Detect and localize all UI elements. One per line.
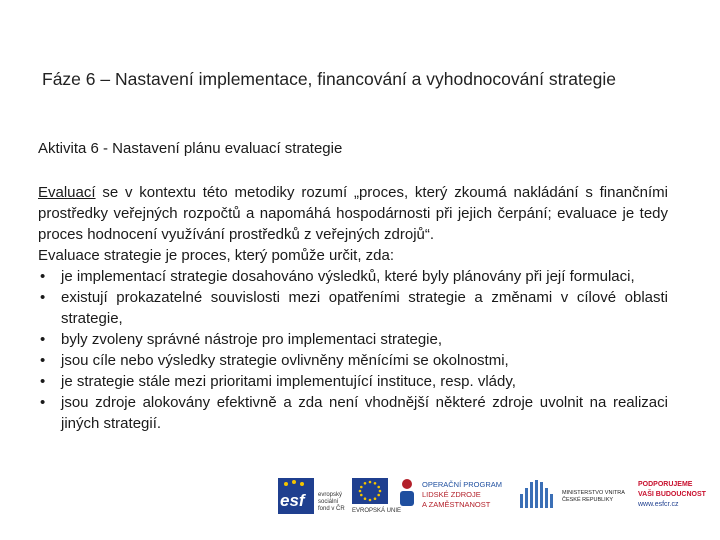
ministry-text: MINISTERSTVO VNITRA ČESKÉ REPUBLIKY bbox=[562, 490, 625, 503]
ministry-logo-icon bbox=[518, 478, 558, 510]
op-text: OPERAČNÍ PROGRAM LIDSKÉ ZDROJE A ZAMĚSTNANOST bbox=[422, 480, 503, 509]
slide-title: Fáze 6 – Nastavení implementace, financování a vyhodnocování strategie bbox=[42, 69, 616, 89]
esf-caption: evropský sociální fond v ČR bbox=[318, 492, 345, 512]
list-item: • je implementací strategie dosahováno výsledků, které byly plánovány při její formulaci, bbox=[40, 268, 635, 285]
eu-flag-icon bbox=[352, 478, 388, 504]
paragraph-intro: Evaluace strategie je proces, který pomůže určit, zda: bbox=[38, 247, 395, 264]
slide-subtitle: Aktivita 6 - Nastavení plánu evaluací strategie bbox=[38, 140, 343, 157]
bullet-list bbox=[38, 266, 668, 434]
term-evaluaci: Evaluací bbox=[38, 184, 96, 201]
bullet-icon: • bbox=[40, 373, 46, 390]
list-item: • byly zvoleny správné nástroje pro implementaci strategie, bbox=[40, 331, 443, 348]
eu-caption: EVROPSKÁ UNIE bbox=[352, 508, 402, 514]
support-text: PODPORUJEME VAŠI BUDOUCNOST www.esfcr.cz bbox=[638, 481, 706, 508]
list-item: • jsou zdroje alokovány efektivně a zda není vhodnější některé zdroje uvolnit na realizaci jiných strategií. bbox=[40, 394, 668, 432]
bullet-icon: • bbox=[40, 394, 46, 411]
list-item: • existují prokazatelné souvislosti mezi opatřeními strategie a změnami v cílové oblasti strategie, bbox=[40, 289, 668, 327]
paragraph-definition bbox=[38, 182, 668, 245]
esf-logo-icon: esf bbox=[278, 478, 314, 514]
bullet-icon: • bbox=[40, 268, 46, 285]
op-logo-icon bbox=[396, 478, 418, 508]
bullet-icon: • bbox=[40, 289, 46, 306]
definition-text: se v kontextu této metodiky rozumí „proces, který zkoumá nakládání s finančními prostředky veřejných rozpočtů a napomáhá hospodárnosti při jejich čerpání; evaluace je tedy proces hodnocení využívání prostředků z veřejných zdrojů“. bbox=[38, 184, 668, 243]
slide-body bbox=[38, 182, 668, 434]
bullet-icon: • bbox=[40, 331, 46, 348]
bullet-icon: • bbox=[40, 352, 46, 369]
logo-strip bbox=[278, 478, 718, 520]
list-item: • jsou cíle nebo výsledky strategie ovlivněny měnícími se okolnostmi, bbox=[40, 352, 509, 369]
list-item: • je strategie stále mezi prioritami implementující instituce, resp. vlády, bbox=[40, 373, 516, 390]
